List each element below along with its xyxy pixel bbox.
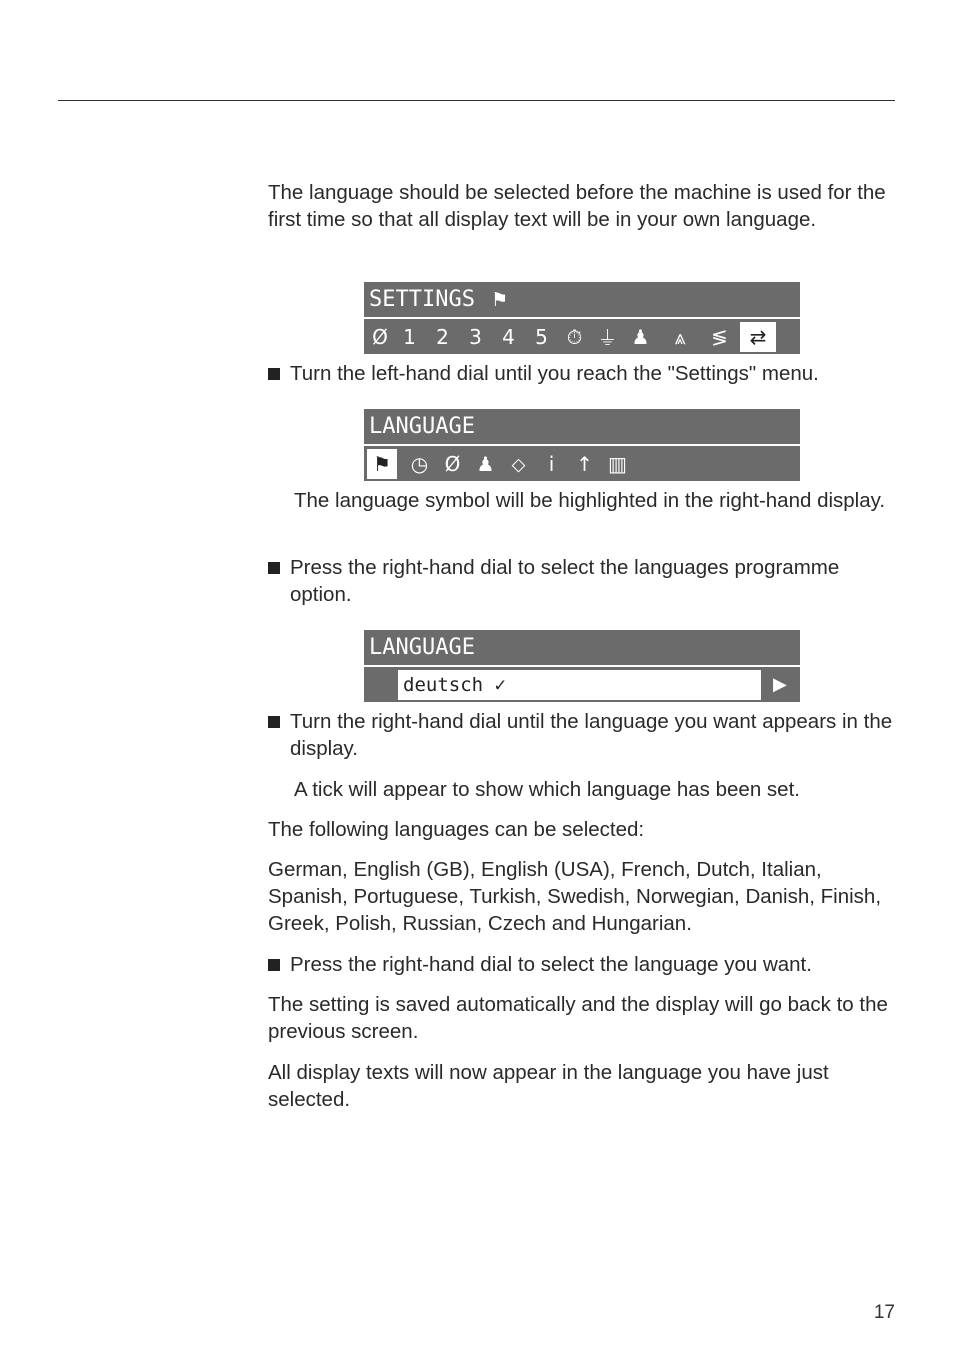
arrow-right-icon: ▶	[773, 674, 787, 695]
step-select-programme	[268, 554, 898, 608]
step-text: Turn the right-hand dial until the language you want appears in the display.	[290, 710, 893, 760]
steam-icon: ⩓	[674, 324, 686, 349]
program-4: 4	[502, 324, 515, 349]
step-settings-menu	[268, 360, 898, 387]
program-5: 5	[535, 324, 548, 349]
info-icon: i	[548, 451, 555, 476]
step-text: Press the right-hand dial to select the languages programme option.	[290, 556, 840, 606]
step-text: Turn the left-hand dial until you reach the "Settings" menu.	[290, 362, 819, 385]
language-select-display	[364, 630, 800, 702]
header-rule	[58, 100, 895, 101]
program-2: 2	[436, 324, 449, 349]
step-turn-dial	[268, 708, 898, 762]
intro-paragraph: The language should be selected before the machine is used for the first time so that all display text will be in your own language.	[268, 181, 886, 231]
diamond-arrow-icon: ⬦	[511, 451, 526, 476]
language-display-title: LANGUAGE	[369, 414, 475, 439]
step-text: Press the right-hand dial to select the language you want.	[290, 953, 812, 976]
settings-display-header	[364, 282, 800, 319]
step-confirm-language	[268, 951, 898, 978]
flag-icon: ⚑	[367, 449, 397, 479]
settings-display	[364, 282, 800, 354]
language-display-header	[364, 409, 800, 446]
program-3: 3	[469, 324, 482, 349]
timer-icon: ⏱	[566, 324, 583, 349]
language-display-menu	[364, 446, 800, 481]
settings-icon: ⇄	[740, 322, 776, 352]
settings-display-menu	[364, 319, 800, 354]
cup-icon: ⏚	[597, 326, 618, 350]
person-icon: ♟	[631, 324, 650, 349]
note-language-highlighted: The language symbol will be highlighted in the right-hand display.	[294, 489, 886, 512]
zero-icon: Ø	[444, 451, 461, 476]
zero-icon: Ø	[372, 324, 388, 349]
note-tick: A tick will appear to show which language has been set.	[294, 778, 800, 801]
language-select-title: LANGUAGE	[369, 635, 475, 660]
rinse-icon: ≶	[711, 324, 728, 349]
bullet-square-icon	[268, 959, 280, 971]
bullet-square-icon	[268, 716, 280, 728]
flag-icon: ⚑	[492, 287, 507, 312]
languages-heading: The following languages can be selected:	[268, 818, 645, 841]
final-paragraph: All display texts will now appear in the language you have just selected.	[268, 1061, 829, 1111]
page-number: 17	[873, 1302, 895, 1323]
clock-icon: ◷	[410, 451, 429, 476]
upload-icon: ↑	[576, 451, 593, 476]
language-select-row	[364, 667, 800, 702]
program-1: 1	[403, 324, 416, 349]
language-select-header	[364, 630, 800, 667]
language-value-box	[398, 670, 761, 700]
languages-list: German, English (GB), English (USA), French, Dutch, Italian, Spanish, Portuguese, Turkish, Swedish, Norwegian, Danish, Finish, Greek, Polish, Russian, Czech and Hungarian.	[268, 858, 882, 935]
bullet-square-icon	[268, 562, 280, 574]
language-display	[364, 409, 800, 481]
settings-display-title: SETTINGS	[369, 287, 475, 312]
bullet-square-icon	[268, 368, 280, 380]
person-icon: ♟	[476, 451, 495, 476]
saved-paragraph: The setting is saved automatically and the display will go back to the previous screen.	[268, 993, 888, 1043]
factory-icon: ▥	[608, 451, 627, 476]
language-value: deutsch ✓	[403, 673, 506, 696]
